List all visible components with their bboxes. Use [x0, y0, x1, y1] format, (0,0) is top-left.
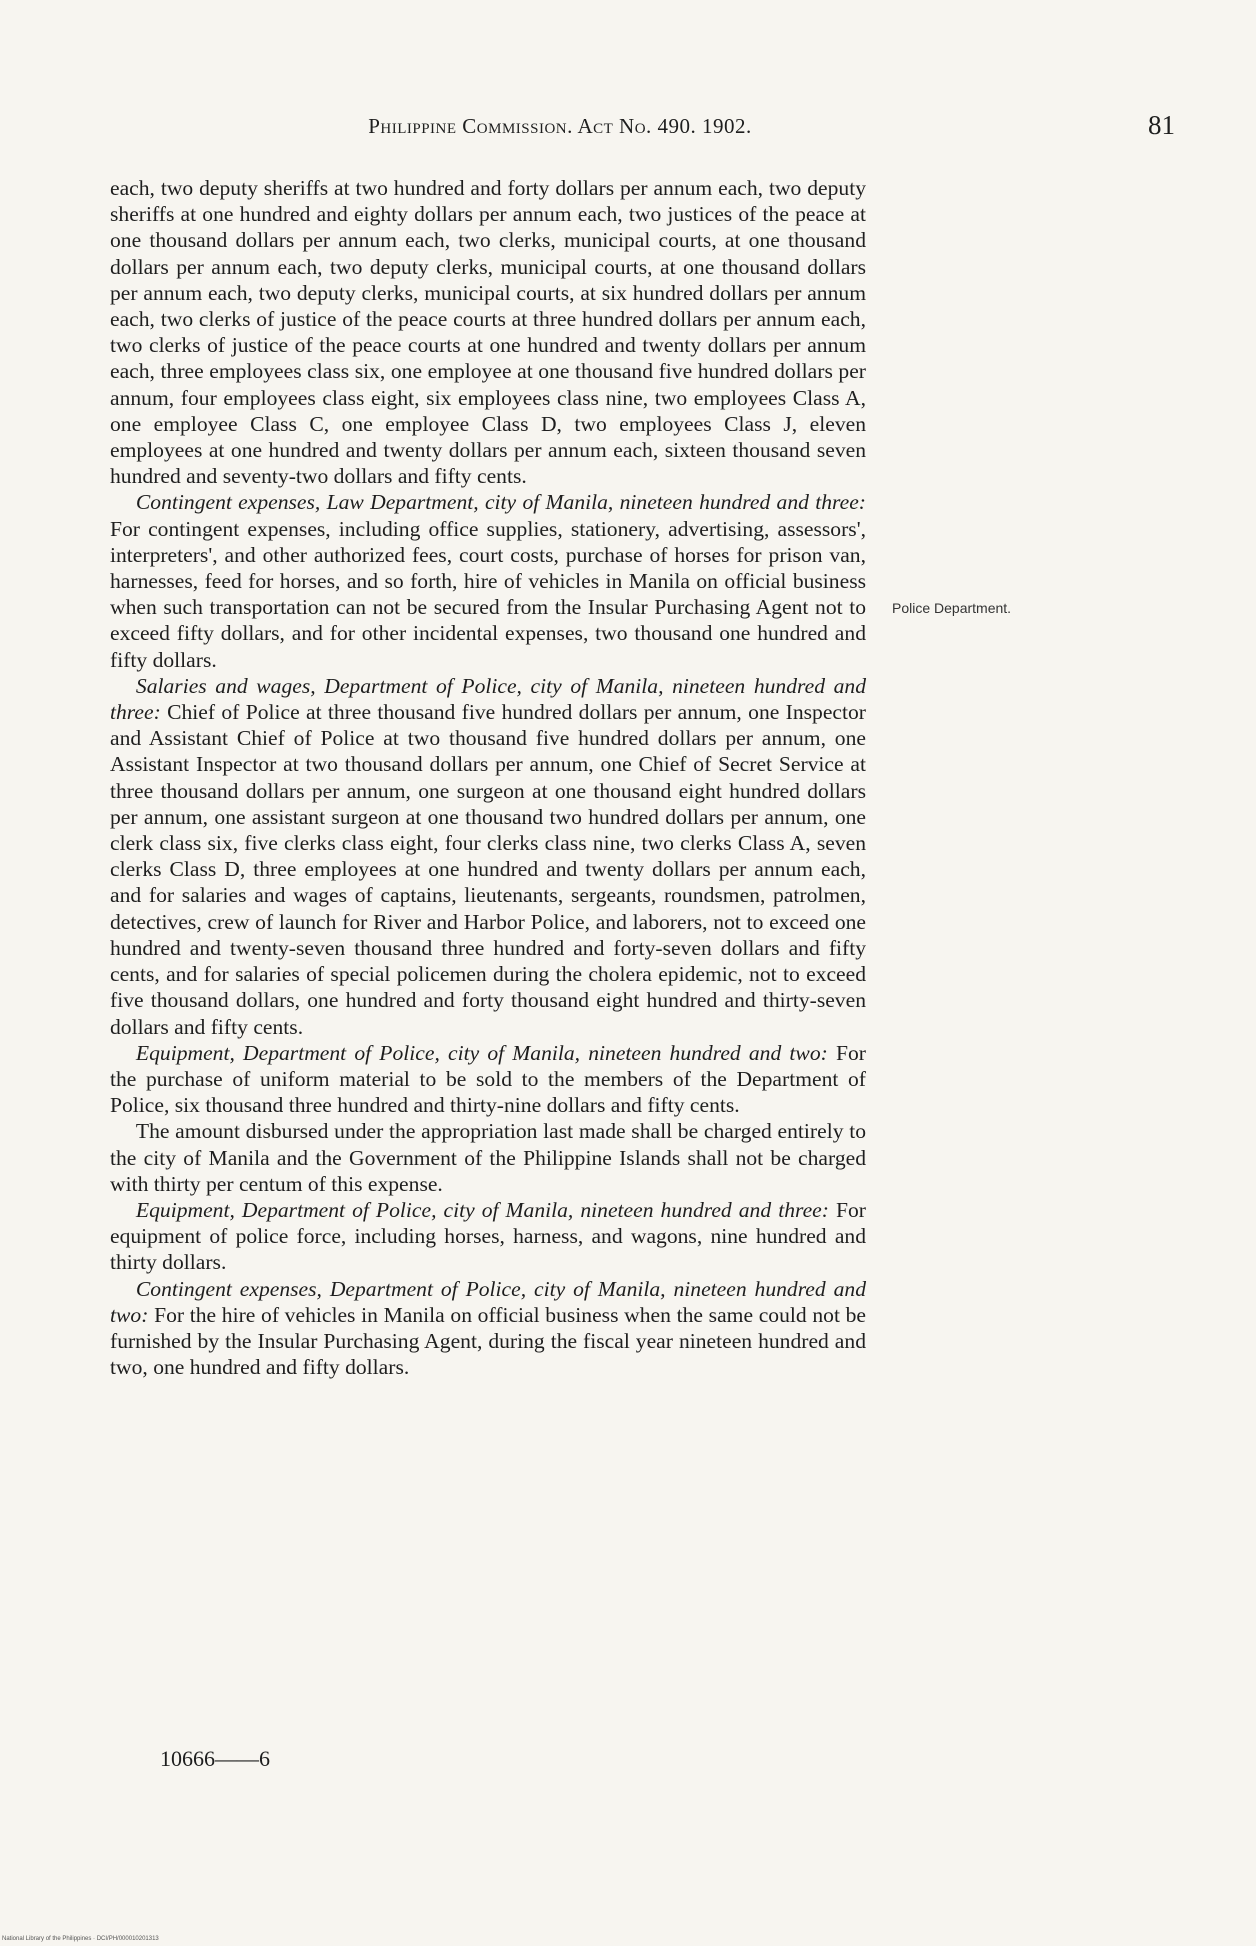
page-header [150, 110, 1175, 154]
paragraph-law-contingent [110, 489, 866, 672]
paragraph-body: For equipment of police force, including horses, harness, and wagons, nine hundred and thirty dollars. [110, 1197, 866, 1275]
paragraph-amount-disbursed [110, 1118, 866, 1197]
paragraph-heading: Contingent expenses, Department of Police, city of Manila, nineteen hundred and two: [110, 1276, 866, 1327]
footer-credit: National Library of the Philippines · DCI/PH/000010201313 [2, 1936, 159, 1942]
paragraph-body: For the purchase of uniform material to be sold to the members of the Department of Police, six thousand three hundred and thirty-nine dollars and fifty cents. [110, 1040, 866, 1118]
paragraph-police-contingent [110, 1276, 866, 1381]
paragraph-body: For contingent expenses, including office supplies, stationery, advertising, assessors', interpreters', and other authorized fees, court costs, purchase of horses for prison van, harnesses, feed for horses, and so forth, hire of vehicles in Manila on official business when such transportation can not be secured from the Insular Purchasing Agent not to exceed fifty dollars, and for other incidental expenses, two thousand one hundred and fifty dollars. [110, 516, 866, 672]
running-head: Philippine Commission. Act No. 490. 1902. [368, 114, 752, 138]
signature-mark: 10666——6 [160, 1746, 270, 1771]
paragraph-police-equipment-1903 [110, 1197, 866, 1276]
page-number: 81 [1148, 110, 1175, 140]
paragraph-body: The amount disbursed under the appropriation last made shall be charged entirely to the city of Manila and the Government of the Philippine Islands shall not be charged with thirty per centum of this expense. [110, 1119, 866, 1196]
paragraph-police-salaries [110, 673, 866, 1040]
paragraph-body: For the hire of vehicles in Manila on official business when the same could not be furnished by the Insular Purchasing Agent, during the fiscal year nineteen hundred and two, one hundred and fifty dollars. [110, 1302, 866, 1380]
paragraph-heading: Equipment, Department of Police, city of Manila, nineteen hundred and three: [135, 1197, 829, 1222]
paragraph-body: each, two deputy sheriffs at two hundred and forty dollars per annum each, two deputy sheriffs at one hundred and eighty dollars per annum each, two justices of the peace at one thousand dollars per annum each, two clerks, municipal courts, at one thousand dollars per annum each, two deputy clerks, municipal courts, at one thousand dollars per annum each, two deputy clerks, municipal courts, at six hundred dollars per annum each, two clerks of justice of the peace courts at three hundred dollars per annum each, two clerks of justice of the peace courts at one hundred and twenty dollars per annum each, three employees class six, one employee at one thousand five hundred dollars per annum, four employees class eight, six employees class nine, two employees Class A, one employee Class C, one employee Class D, two employees Class J, eleven employees at one hundred and twenty dollars per annum each, sixteen thousand seven hundred and seventy-two dollars and fifty cents. [110, 176, 866, 489]
paragraph-police-equipment-1902 [110, 1040, 866, 1119]
paragraph-heading: Salaries and wages, Department of Police, city of Manila, nineteen hundred and three: [110, 673, 866, 725]
paragraph-heading: Contingent expenses, Law Department, city of Manila, nineteen hundred and three: [135, 490, 866, 515]
margin-note: Police Department. [892, 600, 1012, 616]
paragraph-body: Chief of Police at three thousand five hundred dollars per annum, one Inspector and Assistant Chief of Police at two thousand five hundred dollars per annum, one Assistant Inspector at two thousand dollars per annum, one Chief of Secret Service at three thousand dollars per annum, one surgeon at one thousand eight hundred dollars per annum, one assistant surgeon at one thousand two hundred dollars per annum, one clerk class six, five clerks class eight, four clerks class nine, two clerks Class A, seven clerks Class D, three employees at one hundred and twenty dollars per annum each, and for salaries and wages of captains, lieutenants, sergeants, roundsmen, patrolmen, detectives, crew of launch for River and Harbor Police, and laborers, not to exceed one hundred and twenty-seven thousand three hundred and forty-seven dollars and fifty cents, and for salaries of special policemen during the cholera epidemic, not to exceed five thousand dollars, one hundred and forty thousand eight hundred and thirty-seven dollars and fifty cents. [110, 700, 866, 1039]
paragraph-heading: Equipment, Department of Police, city of Manila, nineteen hundred and two: [135, 1040, 828, 1065]
body-text [110, 175, 866, 1380]
paragraph-continuation [110, 175, 866, 489]
